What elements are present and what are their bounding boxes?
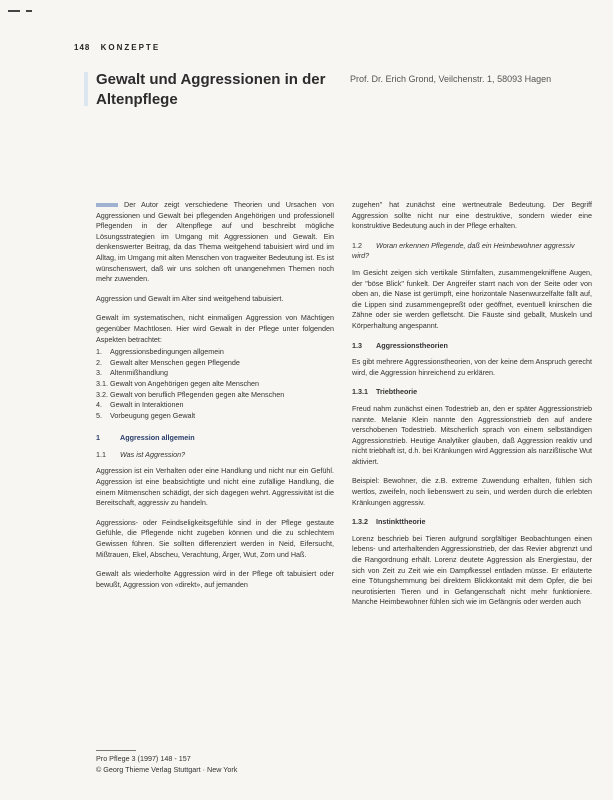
subsection-heading: 1.3.1 Triebtheorie xyxy=(352,387,418,397)
paragraph: zugehen" hat zunächst eine wertneutrale Bedeutung. Der Begriff Aggression sollte nicht nur eine destruktive, sondern wieder eine konstruktive Bedeutung auch in der Pflege erhalten. xyxy=(352,200,592,231)
footer xyxy=(96,754,237,775)
subsection-heading: 1.3.2 Instinkttheorie xyxy=(352,517,426,527)
crop-mark xyxy=(26,10,32,12)
paragraph: Aggressions- oder Feindseligkeitsgefühle sind in der Pflege gestaute Gefühle, die Pflegende nicht zugeben können und die zu schlechtem Gewissen führen. Sie sollten differenziert werden in Neid, Eifersucht, Mißtrauen, Ekel, Abscheu, Verachtung, Ärger, Wut, Zorn und Haß. xyxy=(96,517,334,559)
subsection-heading: 1.3 Aggressionstheorien xyxy=(352,340,448,350)
section-label: KONZEPTE xyxy=(100,43,161,52)
abstract-text: Der Autor zeigt verschiedene Theorien und Ursachen von Aggressionen und Gewalt bei pflegenden Angehörigen und professionell Pflegenden in der Altenpflege auf und beschreibt mögliche Lösungsstrategien im Umgang mit Aggressionen und Gewalt. Ein denkenswerter Beitrag, da das Thema weitgehend tabuisiert wird und im Alltag, im Umgang mit alten Menschen von tragweiter Bedeutung ist. Es ist wünschenswert, daß wir uns solchen oft unangenehmen Themen noch mehr zuwenden. xyxy=(96,200,334,284)
abstract xyxy=(96,200,334,285)
subsection-heading: 1.2 Woran erkennen Pflegende, daß ein Heimbewohner aggressiv wird? xyxy=(352,240,575,261)
right-column xyxy=(352,200,592,617)
paragraph: Im Gesicht zeigen sich vertikale Stirnfalten, zusammengekniffene Augen, der "böse Blick" funkelt. Der Angreifer starrt nach von der Seite oder von oben an, die Nase ist gerümpft, eine horizontale Nasenwurzelfalte fällt auf, die Lippen sind zusammengepreßt oder geöffnet, eventuell knirschen die Zähne oder sie werden gefletscht. Die Fäuste sind geballt, Muskeln und Körperhaltung angespannt. xyxy=(352,267,592,330)
paragraph: Beispiel: Bewohner, die z.B. extreme Zuwendung erhalten, fühlen sich wertlos, zweifeln, noch liebenswert zu sein, und werden durch die erlebten Kränkungen aggressiv. xyxy=(352,476,592,507)
title-accent-bar xyxy=(84,72,88,106)
subsection-heading: 1.1 Was ist Aggression? xyxy=(96,449,186,459)
paragraph: Gewalt als wiederholte Aggression wird in der Pflege oft tabuisiert oder bewußt, Aggression von «direkt», auf jemanden xyxy=(96,569,334,589)
paragraph: Aggression ist ein Verhalten oder eine Handlung und nicht nur ein Gefühl. Aggression ist eine beabsichtigte und nicht eine zufällige Handlung, die einem Mitmenschen schädigt, der sich dagegen wehrt. Aggressivität ist die Bereitschaft, aggressiv zu handeln. xyxy=(96,466,334,508)
page-number: 148 xyxy=(74,43,91,52)
author-line: Prof. Dr. Erich Grond, Veilchenstr. 1, 58093 Hagen xyxy=(350,74,552,84)
outline-item: 3.1. Gewalt von Angehörigen gegen alte Menschen xyxy=(96,378,260,388)
left-column xyxy=(96,200,334,599)
footer-rule xyxy=(96,750,136,751)
outline-item: 3.2. Gewalt von beruflich Pflegenden gegen alte Menschen xyxy=(96,389,285,399)
abstract-bar xyxy=(96,203,118,207)
outline-item: 3. Altenmißhandlung xyxy=(96,368,168,378)
running-head xyxy=(74,43,160,52)
citation: Pro Pflege 3 (1997) 148 - 157 xyxy=(96,754,191,763)
crop-mark xyxy=(8,10,20,12)
outline-item: 1. Aggressionsbedingungen allgemein xyxy=(96,347,224,357)
outline-item: 4. Gewalt in Interaktionen xyxy=(96,400,184,410)
paragraph: Aggression und Gewalt im Alter sind weitgehend tabuisiert. xyxy=(96,293,284,303)
publisher: © Georg Thieme Verlag Stuttgart · New York xyxy=(96,764,238,774)
section-heading: 1 Aggression allgemein xyxy=(96,433,195,443)
paragraph: Es gibt mehrere Aggressionstheorien, von der keine dem Anspruch gerecht wird, die Aggression hinreichend zu erklären. xyxy=(352,357,592,377)
outline-item: 5. Vorbeugung gegen Gewalt xyxy=(96,410,196,420)
paragraph: Gewalt im systematischen, nicht einmaligen Aggression von Mächtigen gegenüber Machtlosen. Hier wird Gewalt in der Pflege unter folgenden Aspekten betrachtet: xyxy=(96,313,334,344)
article-title: Gewalt und Aggressionen in der Altenpflege xyxy=(96,71,326,108)
paragraph: Lorenz beschrieb bei Tieren aufgrund sorgfältiger Beobachtungen einen lebens- und arterhaltenden Aggressionstrieb, der das Revier abgrenzt und die Rangordnung erhält. Lorenz deutete Aggression als Energiestau, der sich von Zeit zu Zeit wie ein Dampfkessel entladen müsse. Er erläuterte eine Tötungshemmung bei direktem Blickkontakt mit dem Opfer, die bei neurotisierten Tieren und in Gefangenschaft nicht mehr funktioniere. Manche Heimbewohner fühlen sich wie im Gefängnis oder werden auch xyxy=(352,533,592,607)
outline-list xyxy=(96,347,334,421)
paragraph: Freud nahm zunächst einen Todestrieb an, den er später Aggressionstrieb nannte. Melanie Klein nannte den Aggressionstrieb den auf andere verschobenen Todestrieb. Mitscherlich sprach von einem selbständigen Aggressionstrieb. Heutige Analytiker glauben, daß Aggression reaktiv und nicht triebhaft ist, d.h. bei Kränkungen wird Aggression als narzißtische Wut aktiviert. xyxy=(352,403,592,466)
outline-item: 2. Gewalt alter Menschen gegen Pflegende xyxy=(96,357,240,367)
